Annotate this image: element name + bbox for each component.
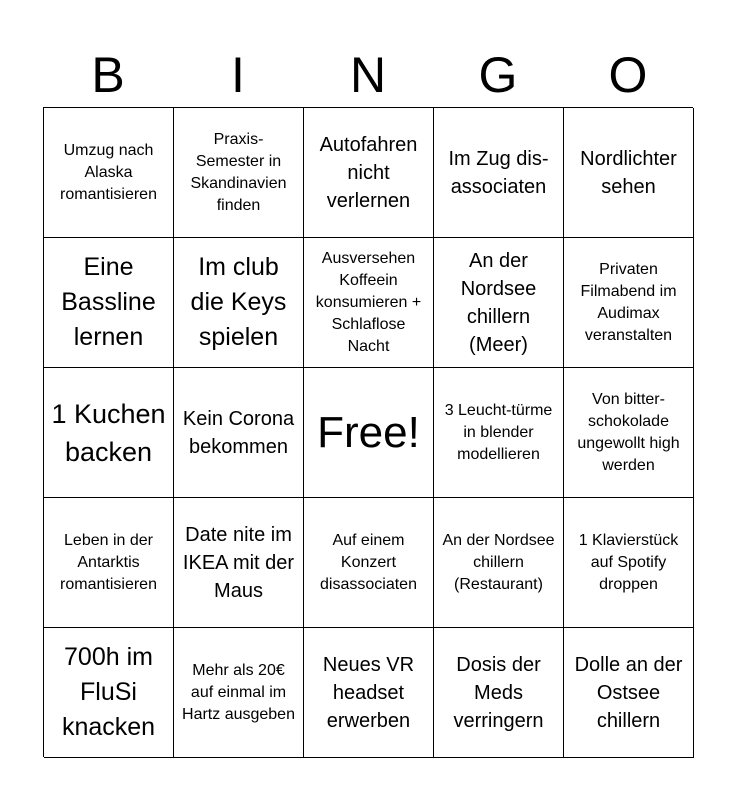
bingo-cell[interactable] [304,108,434,238]
cell-label: An der Nordsee chillern (Meer) [460,249,537,356]
cell-label: Date nite im IKEA mit der Maus [182,523,295,602]
bingo-cell[interactable] [44,628,174,758]
cell-label: Leben in der Antarktis romantisieren [60,531,157,593]
header-letter-b: B [91,47,125,103]
bingo-grid [43,107,693,757]
bingo-cell[interactable] [174,238,304,368]
bingo-cell[interactable] [304,628,434,758]
cell-label: Autofahren nicht verlernen [319,133,418,212]
cell-label: Im club die Keys spielen [190,253,287,351]
cell-label: Auf einem Konzert disassociaten [320,531,417,593]
bingo-cell[interactable] [44,368,174,498]
cell-label: 1 Klavierstück auf Spotify droppen [578,531,679,593]
bingo-cell[interactable] [44,108,174,238]
cell-label: Privaten Filmabend im Audimax veranstalten [580,260,677,344]
bingo-cell[interactable] [564,628,694,758]
bingo-cell[interactable] [174,108,304,238]
free-space-label: Free! [317,407,420,457]
header-letter-g: G [478,47,518,103]
bingo-cell[interactable] [304,498,434,628]
header-letter-n: N [349,47,387,103]
bingo-cell[interactable] [304,238,434,368]
bingo-cell[interactable] [434,108,564,238]
bingo-header [43,42,693,108]
bingo-cell[interactable] [434,498,564,628]
cell-label: 1 Kuchen backen [51,398,166,467]
cell-label: Mehr als 20€ auf einmal im Hartz ausgeben [182,661,295,723]
cell-label: Eine Bassline lernen [61,253,156,351]
bingo-cell[interactable] [564,498,694,628]
cell-label: Neues VR headset erwerben [322,653,415,732]
cell-label: Umzug nach Alaska romantisieren [60,141,157,203]
cell-label: 3 Leucht-türme in blender modellieren [444,401,553,463]
free-space-cell[interactable] [304,368,434,498]
cell-label: Praxis-Semester in Skandinavien finden [190,130,287,214]
cell-label: An der Nordsee chillern (Restaurant) [442,531,555,593]
cell-label: Von bitter-schokolade ungewollt high werden [577,390,680,474]
header-letter-i: I [231,47,245,103]
bingo-cell[interactable] [174,628,304,758]
cell-label: Dosis der Meds verringern [453,653,544,732]
bingo-cell[interactable] [434,628,564,758]
cell-label: Nordlichter sehen [580,147,677,198]
bingo-cell[interactable] [44,498,174,628]
cell-label: 700h im FluSi knacken [61,643,156,741]
bingo-cell[interactable] [174,368,304,498]
cell-label: Im Zug dis-associaten [448,147,549,198]
cell-label: Dolle an der Ostsee chillern [574,653,683,732]
cell-label: Ausversehen Koffeein konsumieren + Schlaflose Nacht [315,249,422,355]
header-letter-o: O [608,47,648,103]
bingo-cell[interactable] [564,238,694,368]
bingo-cell[interactable] [434,238,564,368]
bingo-cell[interactable] [174,498,304,628]
bingo-cell[interactable] [564,108,694,238]
bingo-cell[interactable] [434,368,564,498]
cell-label: Kein Corona bekommen [182,407,295,458]
bingo-cell[interactable] [44,238,174,368]
bingo-cell[interactable] [564,368,694,498]
